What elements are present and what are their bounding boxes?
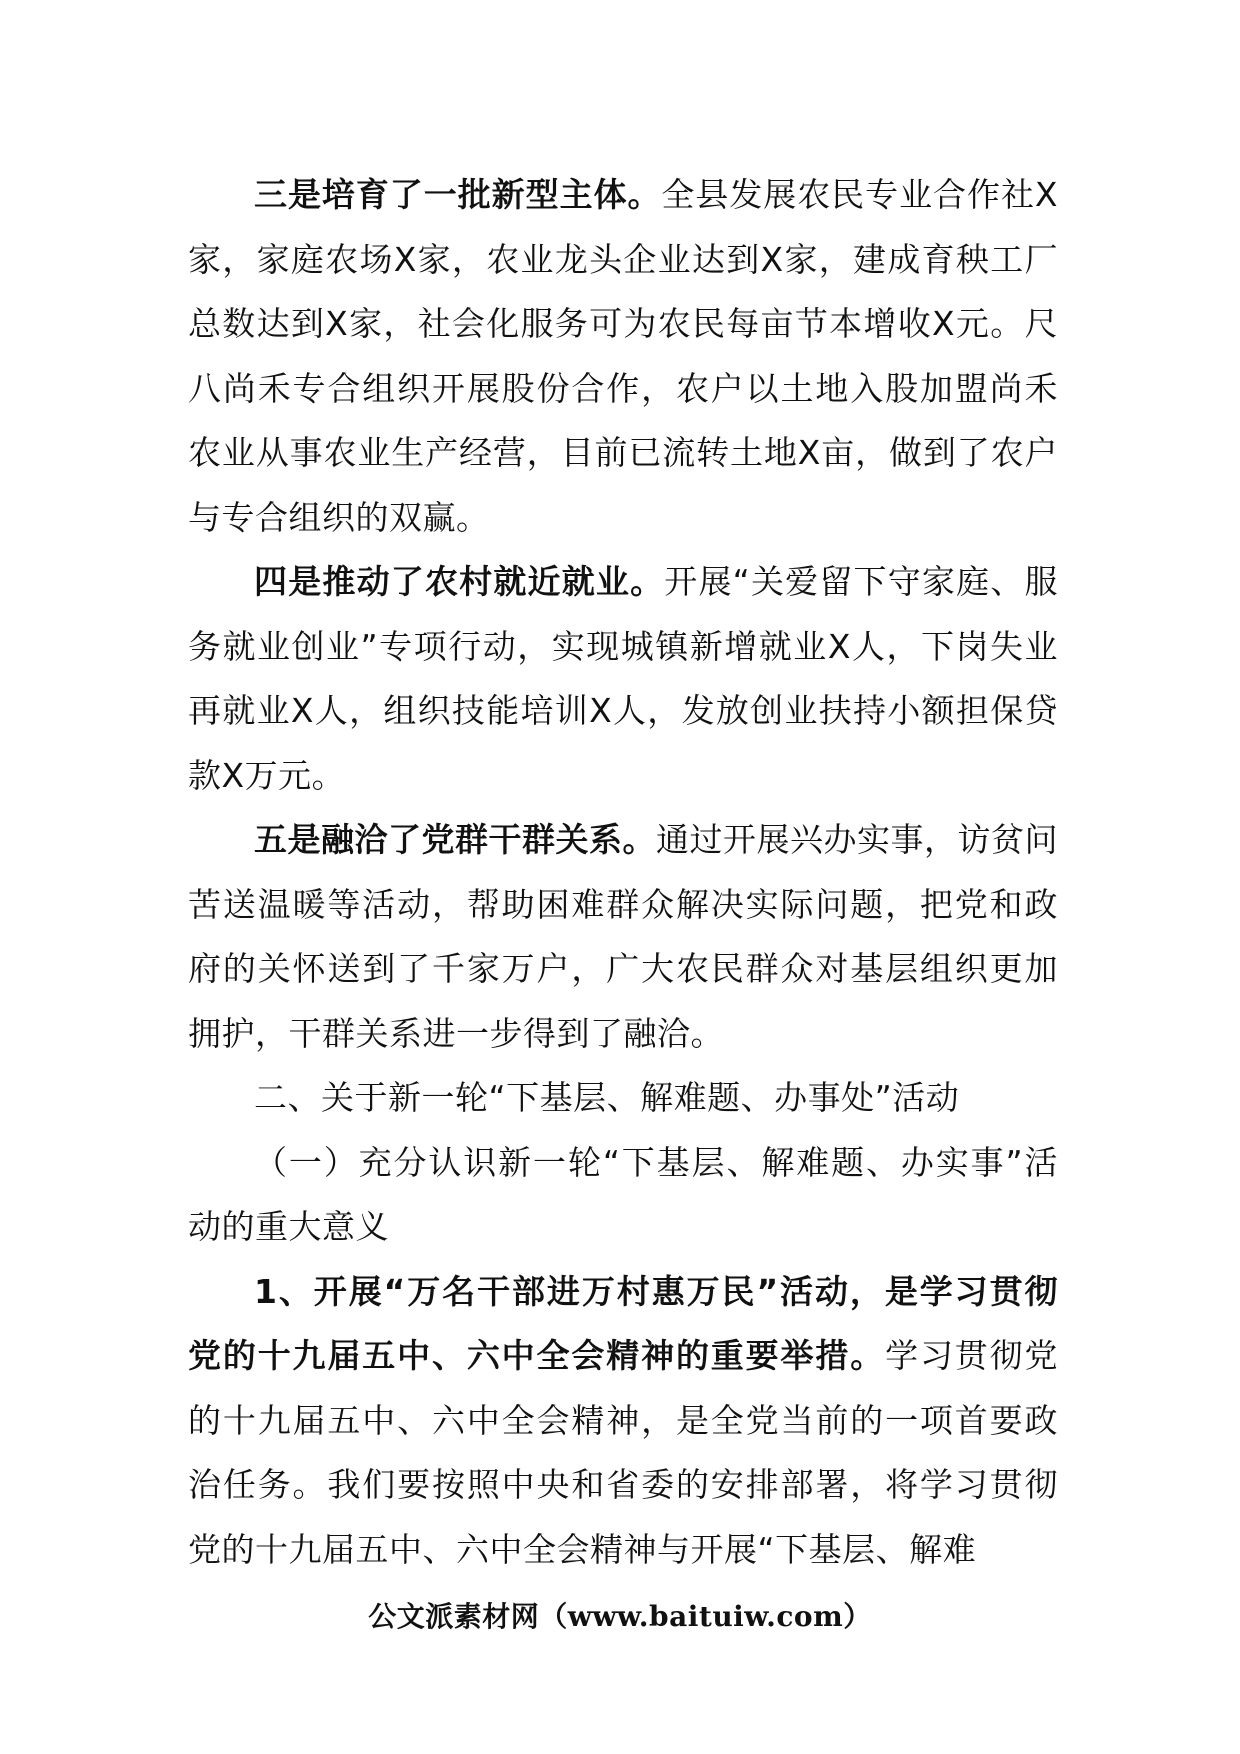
subsection-heading: （一）充分认识新一轮“下基层、解难题、办实事”活动的重大意义	[188, 1142, 1058, 1246]
document-body	[188, 163, 1058, 1582]
paragraph-lead: 四是推动了农村就近就业。	[254, 562, 665, 601]
paragraph-lead: 三是培育了一批新型主体。	[254, 175, 662, 214]
paragraph-text: 通过开展兴办实事，访贫问苦送温暖等活动，帮助困难群众解决实际问题，把党和政府的关怀送到了千家万户，广大农民群众对基层组织更加拥护，干群关系进一步得到了融洽。	[188, 820, 1058, 1053]
paragraph-lead: 五是融洽了党群干群关系。	[254, 820, 656, 859]
paragraph-new-entities	[188, 163, 1058, 550]
paragraph-employment	[188, 550, 1058, 808]
footer-watermark: 公文派素材网（www.baituiw.com）	[368, 1600, 872, 1633]
paragraph-text: 开展“关爱留下守家庭、服务就业创业”专项行动，实现城镇新增就业X人，下岗失业再就业X人，组织技能培训X人，发放创业扶持小额担保贷款X万元。	[188, 562, 1058, 795]
paragraph-text: 全县发展农民专业合作社X家，家庭农场X家，农业龙头企业达到X家，建成育秧工厂总数达到X家，社会化服务可为农民每亩节本增收X元。尺八尚禾专合组织开展股份合作，农户以土地入股加盟尚禾农业从事农业生产经营，目前已流转土地X亩，做到了农户与专合组织的双赢。	[188, 175, 1058, 537]
paragraph-lead: 1、开展“万名干部进万村惠万民”活动，是学习贯彻党的十九届五中、六中全会精神的重要举措。	[188, 1271, 1058, 1375]
paragraph-party-relations	[188, 808, 1058, 1066]
paragraph-text: 学习贯彻党的十九届五中、六中全会精神，是全党当前的一项首要政治任务。我们要按照中央和省委的安排部署，将学习贯彻党的十九届五中、六中全会精神与开展“下基层、解难	[188, 1336, 1059, 1569]
paragraph-study-plenary	[188, 1260, 1058, 1583]
section-heading: 二、关于新一轮“下基层、解难题、办事处”活动	[254, 1078, 960, 1117]
